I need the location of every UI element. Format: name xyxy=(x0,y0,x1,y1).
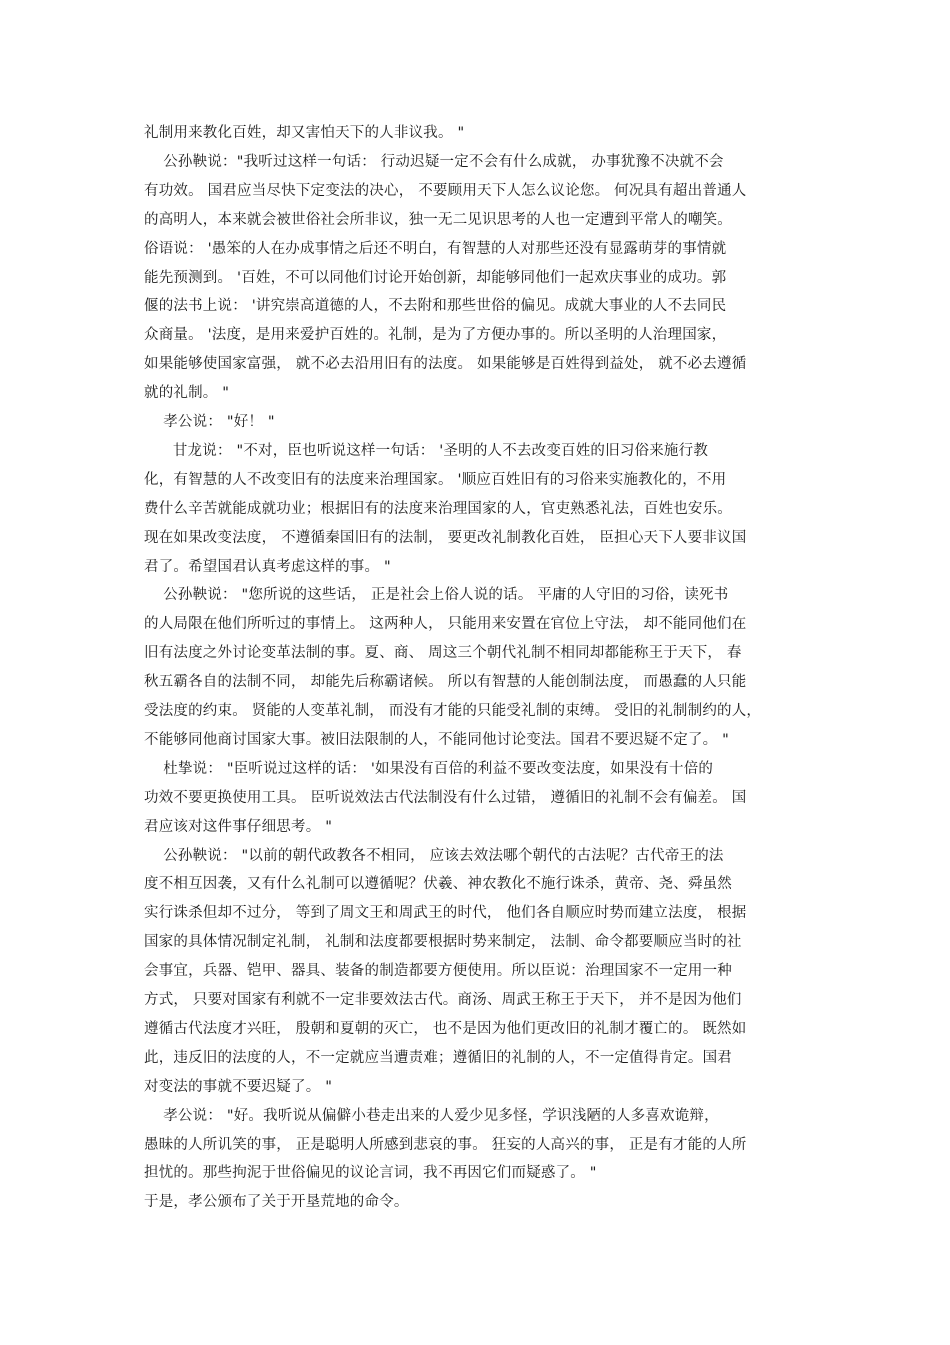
text-line: 偃的法书上说： '讲究崇高道德的人，不去附和那些世俗的偏见。成就大事业的人不去同民 xyxy=(144,298,727,315)
text-line: 有功效。 国君应当尽快下定变法的决心， 不要顾用天下人怎么议论您。 何况具有超出普通人 xyxy=(144,182,747,199)
text-line: 此，违反旧的法度的人，不一定就应当遭责难；遵循旧的礼制的人，不一定值得肯定。国君 xyxy=(144,1049,732,1066)
text-line: 愚昧的人所讥笑的事， 正是聪明人所感到悲哀的事。 狂妄的人高兴的事， 正是有才能的人所 xyxy=(144,1136,747,1153)
text-line: 国家的具体情况制定礼制， 礼制和法度都要根据时势来制定， 法制、命令都要顺应当时的社 xyxy=(144,934,742,951)
text-line: 对变法的事就不要迟疑了。 " xyxy=(144,1078,333,1095)
text-line: 会事宜，兵器、铠甲、器具、装备的制造都要方便使用。所以臣说：治理国家不一定用一种 xyxy=(144,963,732,980)
text-line: 旧有法度之外讨论变革法制的事。夏、商、 周这三个朝代礼制不相同却都能称王于天下， 春 xyxy=(144,645,742,662)
text-line: 的高明人，本来就会被世俗社会所非议，独一无二见识思考的人也一定遭到平常人的嘲笑。 xyxy=(144,211,732,228)
text-line: 实行诛杀但却不过分， 等到了周文王和周武王的时代， 他们各自顺应时势而建立法度， 根据 xyxy=(144,905,747,922)
text-line: 君应该对这件事仔细思考。 " xyxy=(144,818,333,835)
text-line: 孝公说： "好。我听说从偏僻小巷走出来的人爱少见多怪，学识浅陋的人多喜欢诡辩， xyxy=(144,1107,719,1124)
text-line: 功效不要更换使用工具。 臣听说效法古代法制没有什么过错， 遵循旧的礼制不会有偏差。 国 xyxy=(144,789,747,806)
text-line: 担忧的。那些拘泥于世俗偏见的议论言词，我不再因它们而疑惑了。 " xyxy=(144,1165,597,1182)
text-line: 现在如果改变法度， 不遵循秦国旧有的法制， 要更改礼制教化百姓， 臣担心天下人要非议国 xyxy=(144,529,747,546)
text-line: 如果能够使国家富强， 就不必去沿用旧有的法度。 如果能够是百姓得到益处， 就不必去遵循 xyxy=(144,356,747,373)
text-line: 度不相互因袭，又有什么礼制可以遵循呢？伏羲、神农教化不施行诛杀，黄帝、尧、舜虽然 xyxy=(144,876,732,893)
text-line: 不能够同他商讨国家大事。被旧法限制的人，不能同他讨论变法。国君不要迟疑不定了。 " xyxy=(144,731,729,748)
text-line: 俗语说： '愚笨的人在办成事情之后还不明白，有智慧的人对那些还没有显露萌芽的事情就 xyxy=(144,240,727,257)
text-line: 君了。希望国君认真考虑这样的事。 " xyxy=(144,558,391,575)
text-line: 礼制用来教化百姓，却又害怕天下的人非议我。 " xyxy=(144,125,465,141)
text-line: 方式， 只要对国家有利就不一定非要效法古代。商汤、周武王称王于天下， 并不是因为他们 xyxy=(144,992,742,1008)
text-line: 受法度的约束。 贤能的人变革礼制， 而没有才能的只能受礼制的束缚。 受旧的礼制制约的人， xyxy=(144,703,762,719)
text-line: 杜挚说： "臣听说过这样的话： '如果没有百倍的利益不要改变法度，如果没有十倍的 xyxy=(144,760,714,777)
text-line: 能先预测到。 '百姓，不可以同他们讨论开始创新，却能够同他们一起欢庆事业的成功。郭 xyxy=(144,269,727,286)
text-line: 就的礼制。 " xyxy=(144,385,230,402)
text-line: 化，有智慧的人不改变旧有的法度来治理国家。 '顺应百姓旧有的习俗来实施教化的，不用 xyxy=(144,471,727,488)
text-line: 公孙鞅说： "您所说的这些话， 正是社会上俗人说的话。 平庸的人守旧的习俗，读死书 xyxy=(144,587,729,604)
text-line: 孝公说： "好！ " xyxy=(144,414,275,430)
text-line: 于是，孝公颁布了关于开垦荒地的命令。 xyxy=(144,1194,409,1211)
text-line: 甘龙说： "不对，臣也听说这样一句话： '圣明的人不去改变百姓的旧习俗来施行教 xyxy=(144,442,709,459)
text-line: 的人局限在他们所听过的事情上。 这两种人， 只能用来安置在官位上守法， 却不能同他们在 xyxy=(144,616,747,633)
text-line: 众商量。 '法度，是用来爱护百姓的。礼制，是为了方便办事的。所以圣明的人治理国家， xyxy=(144,327,727,344)
text-line: 公孙鞅说："我听过这样一句话： 行动迟疑一定不会有什么成就， 办事犹豫不决就不会 xyxy=(144,153,724,170)
text-line: 遵循古代法度才兴旺， 殷朝和夏朝的灭亡， 也不是因为他们更改旧的礼制才覆亡的。 既然如 xyxy=(144,1020,747,1037)
text-line: 秋五霸各自的法制不同， 却能先后称霸诸候。 所以有智慧的人能创制法度， 而愚蠢的人只能 xyxy=(144,674,747,691)
text-line: 费什么辛苦就能成就功业；根据旧有的法度来治理国家的人，官吏熟悉礼法，百姓也安乐。 xyxy=(144,500,732,517)
text-line: 公孙鞅说： "以前的朝代政教各不相同， 应该去效法哪个朝代的古法呢？古代帝王的法 xyxy=(144,847,724,864)
